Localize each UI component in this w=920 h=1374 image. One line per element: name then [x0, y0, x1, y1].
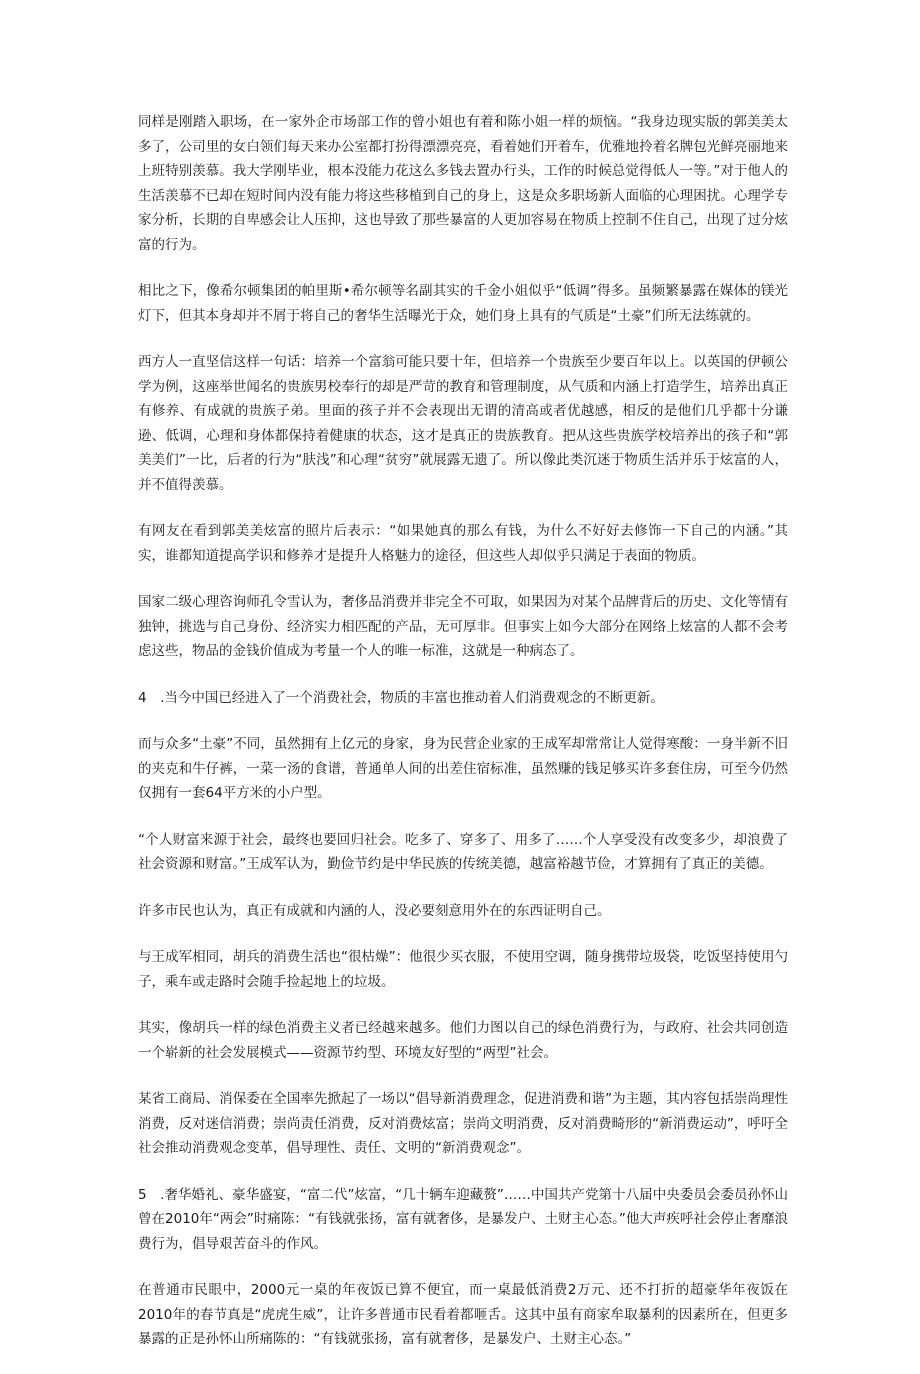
paragraph: 在普通市民眼中，2000元一桌的年夜饭已算不便宜，而一桌最低消费2万元、还不打折的超豪华年夜饭在2010年的春节真是“虎虎生威”，让许多普通市民看着都咂舌。这其中虽有商家牟取暴利的因素所在，但更多暴露的正是孙怀山所痛陈的：“有钱就张扬，富有就奢侈，是暴发户、土财主心态。” [138, 1282, 788, 1347]
paragraph: 西方人一直坚信这样一句话：培养一个富翁可能只要十年，但培养一个贵族至少要百年以上。以英国的伊顿公学为例，这座举世闻名的贵族男校奉行的却是严苛的教育和管理制度，从气质和内涵上打造学生，培养出真正有修养、有成就的贵族子弟。里面的孩子并不会表现出无谓的清高或者优越感，相反的是他们几乎都十分谦逊、低调，心理和身体都保持着健康的状态，这才是真正的贵族教育。把从这些贵族学校培养出的孩子和“郭美美们”一比，后者的行为“肤浅”和心理“贫穷”就展露无遗了。所以像此类沉迷于物质生活并乐于炫富的人，并不值得羡慕。 [138, 354, 788, 493]
paragraph: 相比之下，像希尔顿集团的帕里斯•希尔顿等名副其实的千金小姐似乎“低调”得多。虽频繁暴露在媒体的镁光灯下，但其本身却并不屑于将自己的奢华生活曝光于众，她们身上具有的气质是“土豪”们所无法练就的。 [138, 283, 788, 324]
paragraph: 同样是刚踏入职场，在一家外企市场部工作的曾小姐也有着和陈小姐一样的烦恼。“我身边现实版的郭美美太多了，公司里的女白领们每天来办公室都打扮得漂漂亮亮，看着她们开着车，优雅地拎着名牌包光鲜亮丽地来上班特别羡慕。我大学刚毕业，根本没能力花这么多钱去置办行头，工作的时候总觉得低人一等。”对于他人的生活羡慕不已却在短时间内没有能力将这些移植到自己的身上，这是众多职场新人面临的心理困扰。心理学专家分析，长期的自卑感会让人压抑，这也导致了那些暴富的人更加容易在物质上控制不住自己，出现了过分炫富的行为。 [138, 114, 788, 253]
numbered-paragraph: 5 .奢华婚礼、豪华盛宴，“富二代”炫富，“几十辆车迎藏赘”……中国共产党第十八届中央委员会委员孙怀山曾在2010年“两会”时痛陈：“有钱就张扬，富有就奢侈，是暴发户、土财主心态。”他大声疾呼社会停止奢靡浪费行为，倡导艰苦奋斗的作风。 [138, 1186, 788, 1252]
numbered-paragraph: 4 .当今中国已经进入了一个消费社会，物质的丰富也推动着人们消费观念的不断更新。 [138, 689, 664, 706]
paragraph: 与王成军相同，胡兵的消费生活也“很枯燥”：他很少买衣服，不使用空调，随身携带垃圾袋，吃饭坚持使用勺子，乘车或走路时会随手捡起地上的垃圾。 [138, 949, 788, 990]
paragraph: 许多市民也认为，真正有成就和内涵的人，没必要刻意用外在的东西证明自己。 [138, 902, 611, 919]
paragraph: 有网友在看到郭美美炫富的照片后表示：“如果她真的那么有钱，为什么不好好去修饰一下自己的内涵。”其实，谁都知道提高学识和修养才是提升人格魅力的途径，但这些人却似乎只满足于表面的物质。 [138, 523, 788, 564]
paragraph: 某省工商局、消保委在全国率先掀起了一场以“倡导新消费理念，促进消费和谐”为主题，其内容包括崇尚理性消费，反对迷信消费；崇尚责任消费，反对消费炫富；崇尚文明消费，反对消费畸形的“新消费运动”，呼吁全社会推动消费观念变革，倡导理性、责任、文明的“新消费观念”。 [138, 1091, 788, 1156]
paragraph: 而与众多“土豪”不同，虽然拥有上亿元的身家，身为民营企业家的王成军却常常让人觉得寒酸：一身半新不旧的夹克和牛仔裤，一菜一汤的食谱，普通单人间的出差住宿标准，虽然赚的钱足够买许多套住房，可至今仍然仅拥有一套64平方米的小户型。 [138, 736, 788, 801]
document-body [138, 110, 788, 1374]
paragraph: 国家二级心理咨询师孔令雪认为，奢侈品消费并非完全不可取，如果因为对某个品牌背后的历史、文化等情有独钟，挑选与自己身份、经济实力相匹配的产品，无可厚非。但事实上如今大部分在网络上炫富的人都不会考虑这些，物品的金钱价值成为考量一个人的唯一标准，这就是一种病态了。 [138, 594, 788, 659]
paragraph: 其实，像胡兵一样的绿色消费主义者已经越来越多。他们力图以自己的绿色消费行为，与政府、社会共同创造一个崭新的社会发展模式——资源节约型、环境友好型的“两型”社会。 [138, 1020, 788, 1061]
paragraph: “个人财富来源于社会，最终也要回归社会。吃多了、穿多了、用多了……个人享受没有改变多少，却浪费了社会资源和财富。”王成军认为，勤俭节约是中华民族的传统美德，越富裕越节俭，才算拥有了真正的美德。 [138, 831, 788, 872]
